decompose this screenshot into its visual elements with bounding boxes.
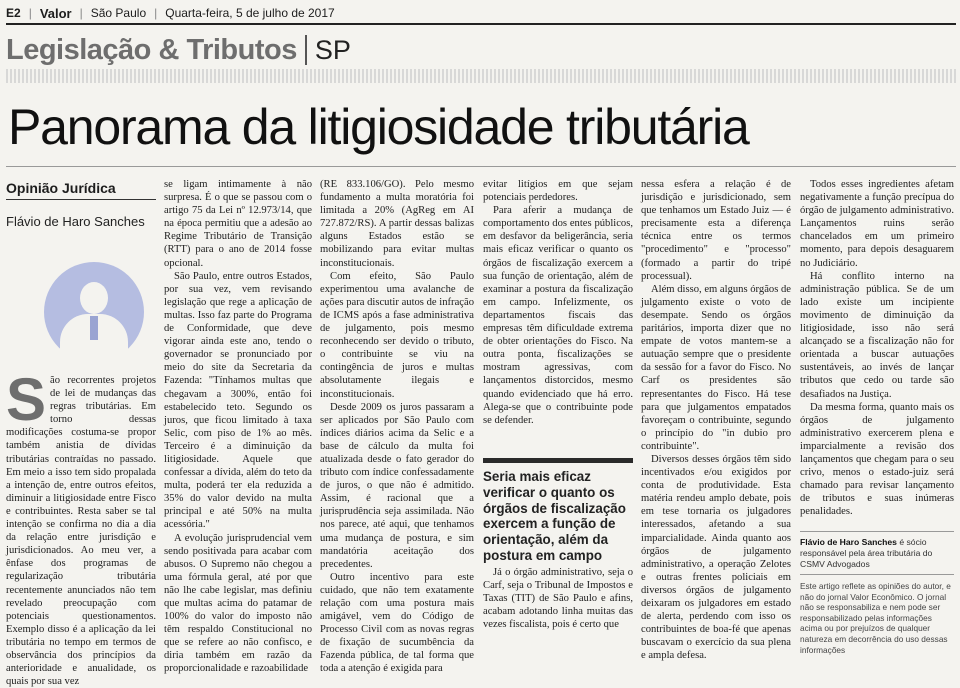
column-paragraph: Além disso, em alguns órgãos de julgamento existe o voto de desempate. Sendo os órgãos paritários, importa dizer que no empate de votos mantem-se a autuação sempre que o presidente da sessão for a favor do Fisco. No Carf os presidentes são representantes do Fisco. Há tese para que julgamentos empatados favoreçam o contribuinte, segundo o princípio do "in dubio pro contribuinte". bbox=[641, 283, 791, 452]
article-column-1 bbox=[6, 366, 156, 688]
bio-text: é sócio responsável pela área tributária do CSMV Advogados bbox=[800, 537, 933, 569]
section-place: SP bbox=[314, 34, 351, 65]
brand-name: Valor bbox=[39, 5, 72, 21]
opinion-box bbox=[6, 180, 156, 229]
column-paragraph: A evolução jurisprudencial vem sendo positivada para acabar com abusos. O Supremo não chegou a uma fórmula geral, até por que não lhe cabe legislar, mas definiu que multas acima do patamar de 100% do valor do imposto não têm respaldo Constitucional no que se refere ao não confisco, e diria também em razão da proporcionalidade e razoabilidade bbox=[164, 532, 312, 675]
bio-name: Flávio de Haro Sanches bbox=[800, 537, 897, 547]
header-date: Quarta-feira, 5 de julho de 2017 bbox=[165, 6, 335, 20]
column-paragraph: Para aferir a mudança de comportamento dos entes públicos, em desfavor da beligerância, seria mais eficaz verificar o quanto os órgãos de fiscalização exercem a sua função de orientação, além de examinar a postura da fiscalização em campo. Infelizmente, os departamentos fiscais das empresas têm dificuldade extrema de obter orientações do Fisco. Na outra ponta, fiscalizações se mostram agressivas, com lançamentos distorcidos, mesmo quando evidenciado que há erro. Alega-se que o contribuinte pode se defender. bbox=[483, 205, 633, 426]
column-paragraph: se ligam intimamente à não surpresa. É o que se passou com o artigo 75 da Lei nº 12.973/14, que na época permitiu que a adesão ao Regime Tributário de Transição (RTT) para o ano de 2014 fosse opcional. bbox=[164, 179, 312, 269]
author-bio bbox=[800, 531, 954, 570]
column-paragraph: Outro incentivo para este cuidado, que não tem exatamente relação com uma postura mais amigável, vem do Código de Processo Civil com as novas regras de fixação de sucumbência da Fazenda pública, de tal forma que toda a atenção é exigida para bbox=[320, 571, 474, 675]
article-column-2 bbox=[164, 178, 312, 675]
page-header bbox=[6, 4, 956, 22]
opinion-label: Opinião Jurídica bbox=[6, 180, 156, 200]
article-column-4-continued bbox=[483, 566, 633, 670]
header-separator: | bbox=[79, 6, 83, 20]
column-paragraph: nessa esfera a relação é de jurisdição e jurisdicionado, sem que tenhamos um Estado Juiz — é precisamente esta a diferença técnica entre os termos "procedimento" e "processo" (formado a partir do tripé processual). bbox=[641, 179, 791, 282]
section-divider bbox=[305, 35, 307, 65]
section-name: Legislação & Tributos bbox=[6, 33, 297, 66]
article-column-4 bbox=[483, 178, 633, 474]
column-paragraph: Diversos desses órgãos têm sido incentivados e/ou exigidos por conta de produtividade. Esta matéria rendeu amplo debate, pois em tese tornaria os julgadores interessados, afetando a sua imparcialidade. Ainda quanto aos órgãos de julgamento administrativo, a operação Zelotes e outras frentes policiais em diversos órgãos de julgamento deixaram os julgadores em estado de alerta, perdendo com isso os contribuintes de boa-fé que apenas buscavam o exercício da sua plena e ampla defesa. bbox=[641, 453, 791, 662]
drop-cap: S bbox=[6, 366, 47, 433]
column-paragraph: Com efeito, São Paulo experimentou uma avalanche de ações para discutir autos de infração de ICMS após a fase administrativa de julgamento, pois mesmo reconhecendo ser devido o tributo, o contribuinte se viu na contingência de juros e multas absolutamente ilegais e inconstitucionais. bbox=[320, 270, 474, 400]
column-paragraph: São Paulo, entre outros Estados, por sua vez, vem revisando legislação que rege a aplicação de multas. Isso faz parte do Programa de Conformidade, que deve vigorar ainda este ano, tendo o governador se pronunciado por meio do site da Secretaria da Fazenda: "Tínhamos multas que chegavam a 300%, então foi estabelecido teto. Segundo os juros, que ficou limitado à taxa Selic, com piso de 1% ao mês. Terceiro é a diminuição da litigiosidade. Aquele que confessar a dívida, além do teto da multa, poderá ter ela reduzida a 35% do valor devido na multa principal e até 50% na multa acessória." bbox=[164, 270, 312, 531]
column-paragraph: ão recorrentes projetos de lei de mudanças das regras tributárias. Em torno dessas modificações costuma-se propor também anistia de dívidas tributárias contraídas no passado. Em meio a isso tem sido propalada a intenção de, entre outros efeitos, diminuir a litigiosidade entre Fisco e contribuintes. Resta saber se tal intenção se confirma no dia a dia da relação entre jurisdição e jurisdicionados. Ao meu ver, a ênfase dos programas de regularização tributária recentemente anunciados não tem revelado preocupação com potenciais questionamentos. Exemplo disso é a aplicação da lei tributária no tempo em termos de observância dos princípios da anterioridade e anualidade, os quais por sua vez bbox=[6, 375, 156, 688]
column-paragraph: Da mesma forma, quanto mais os órgãos de julgamento administrativo exercerem plena e imparcialmente a revisão dos lançamentos que chegam para o seu crivo, menos o estado-juiz será chamado para revisar lançamento de tributos e suas inúmeras penalidades. bbox=[800, 401, 954, 518]
header-rule bbox=[6, 23, 956, 25]
avatar-tie bbox=[90, 316, 98, 340]
article-headline: Panorama da litigiosidade tributária bbox=[8, 99, 749, 155]
headline-rule bbox=[6, 166, 956, 167]
column-paragraph: evitar litígios em que sejam potenciais perdedores. bbox=[483, 179, 633, 204]
article-column-6 bbox=[800, 178, 954, 534]
byline-author: Flávio de Haro Sanches bbox=[6, 214, 145, 229]
column-paragraph: Há conflito interno na administração pública. Se de um lado existe um incipiente movimento de diminuição da litigiosidade, isso não será alcançado se a fiscalização não for orientada a buscar autuações sustentáveis, ao invés de lançar tributos que cedo ou tarde são desafiados na Justiça. bbox=[800, 270, 954, 400]
decorative-stripes bbox=[6, 69, 956, 83]
header-separator: | bbox=[154, 6, 158, 20]
avatar-head bbox=[80, 282, 108, 314]
header-city: São Paulo bbox=[90, 6, 147, 20]
column-paragraph: Já o órgão administrativo, seja o Carf, seja o Tribunal de Impostos e Taxas (TIT) de São Paulo e afins, acabam adotando linha muitas das vezes fiscalista, pois é certo que bbox=[483, 567, 633, 631]
pull-quote-text: Seria mais eficaz verificar o quanto os órgãos de fiscalização exercem a função de orientação, além da postura em campo bbox=[483, 469, 626, 563]
column-paragraph: (RE 833.106/GO). Pelo mesmo fundamento a multa moratória foi limitada a 20% (AgReg em AI 727.872/RS). A partir dessas balizas alguns Estados estão se mobilizando para evitar multas inconstitucionais. bbox=[320, 179, 474, 269]
article-column-3 bbox=[320, 178, 474, 675]
author-avatar-icon bbox=[44, 262, 144, 362]
pull-quote-bar bbox=[483, 458, 633, 463]
pull-quote bbox=[483, 458, 633, 564]
disclaimer: Este artigo reflete as opiniões do autor, e não do jornal Valor Econômico. O jornal não se responsabiliza e nem pode ser responsabilizado pelas informações acima ou por prejuízos de qualquer natureza em decorrência do uso dessas informações bbox=[800, 574, 954, 655]
column-paragraph: Todos esses ingredientes afetam negativamente a função precípua do órgão de julgamento administrativo. Lançamentos ruins serão chancelados em um primeiro momento, para depois desaguarem no Judiciário. bbox=[800, 179, 954, 269]
header-separator: | bbox=[28, 6, 32, 20]
article-column-5 bbox=[641, 178, 791, 670]
column-paragraph: Desde 2009 os juros passaram a ser aplicados por São Paulo com índices diários acima da Selic e a base de cálculo da multa foi atualizada desde o fato gerador do tributo com índice confessadamente de juros, o que não é admitido. Assim, é racional que a jurisprudência seja assimilada. Não nos parece, até aqui, que tenhamos uma mudança de postura, e sim mandatória aceitação dos precedentes. bbox=[320, 401, 474, 570]
page-number: E2 bbox=[6, 6, 21, 20]
section-heading bbox=[6, 32, 351, 68]
